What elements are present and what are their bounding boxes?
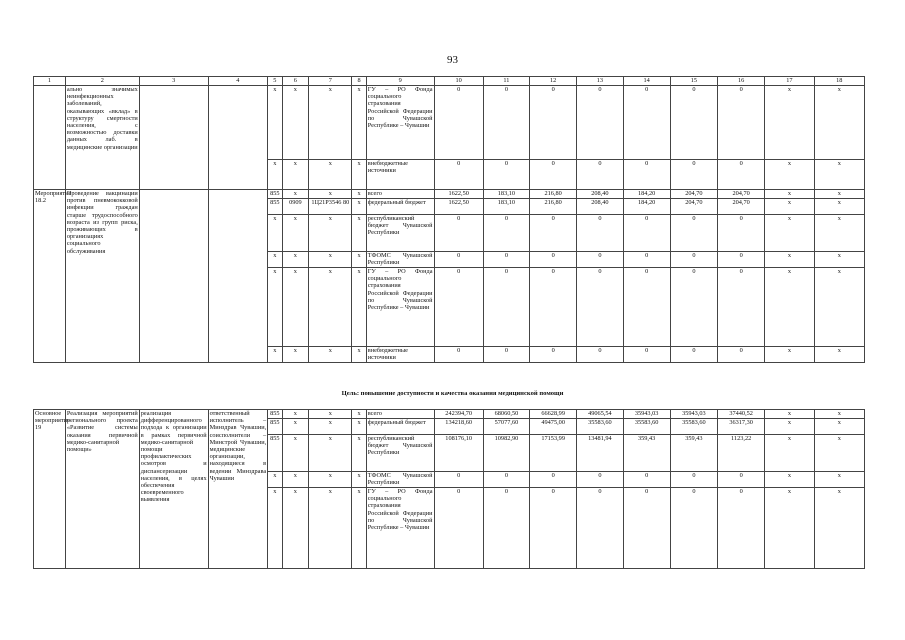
value-cell: 0 (434, 160, 483, 190)
value-cell: 0 (530, 472, 577, 488)
value-cell: 0 (530, 252, 577, 268)
value-cell: 0 (530, 268, 577, 347)
table-cell: x (282, 215, 309, 252)
value-cell: 35583,60 (670, 419, 717, 435)
value-cell: 359,43 (623, 435, 670, 472)
value-cell: x (765, 472, 814, 488)
value-cell: 0 (577, 268, 623, 347)
value-cell: 0 (577, 252, 623, 268)
value-cell: 0 (623, 472, 670, 488)
value-cell: 10982,90 (483, 435, 529, 472)
value-cell: 0 (483, 268, 529, 347)
header-cell: 14 (623, 77, 670, 86)
table-cell: x (309, 215, 352, 252)
value-cell: x (765, 252, 814, 268)
header-cell: 9 (366, 77, 434, 86)
value-cell: x (814, 472, 864, 488)
value-cell: x (765, 215, 814, 252)
table-cell: x (352, 86, 366, 160)
table-cell: x (282, 268, 309, 347)
table-cell: x (352, 190, 366, 199)
value-cell: 0 (670, 252, 717, 268)
funding-source-cell: республиканский бюджет Чувашской Республики (366, 215, 434, 252)
value-cell: x (814, 488, 864, 569)
table-cell: x (268, 86, 282, 160)
value-cell: 216,80 (530, 190, 577, 199)
table-cell: x (268, 215, 282, 252)
header-cell: 4 (208, 77, 268, 86)
value-cell: x (814, 160, 864, 190)
table-cell: x (268, 160, 282, 190)
value-cell: x (765, 347, 814, 363)
header-cell: 5 (268, 77, 282, 86)
table-cell (139, 86, 208, 190)
value-cell: x (814, 419, 864, 435)
value-cell: 0 (670, 268, 717, 347)
table-cell (139, 190, 208, 363)
table-cell: x (282, 160, 309, 190)
table-cell: x (309, 410, 352, 419)
table-cell: x (352, 268, 366, 347)
value-cell: 0 (434, 86, 483, 160)
table-cell: 855 (268, 190, 282, 199)
value-cell: 216,80 (530, 199, 577, 215)
expected-result: реализация дифференцированного подхода к организации в рамках первичной медико-санитарной помощи профилактических осмотров и диспансеризации населения, в целях обеспечения своевременного выявления (139, 410, 208, 569)
value-cell: 184,20 (623, 199, 670, 215)
table-cell: x (352, 252, 366, 268)
funding-source-cell: федеральный бюджет (366, 199, 434, 215)
value-cell: 0 (670, 488, 717, 569)
value-cell: x (814, 86, 864, 160)
value-cell: x (765, 199, 814, 215)
table-cell: x (268, 488, 282, 569)
value-cell: 0 (718, 268, 765, 347)
value-cell: 0 (670, 86, 717, 160)
header-cell: 7 (309, 77, 352, 86)
table-cell (208, 86, 268, 190)
page-number: 93 (447, 54, 458, 66)
value-cell: 0 (718, 215, 765, 252)
value-cell: 0 (434, 347, 483, 363)
funding-source-cell: ТФОМС Чувашской Республики (367, 472, 433, 487)
table-cell: 0909 (282, 199, 309, 215)
responsible-executor: ответственный исполнитель – Минздрав Чувашии, соисполнители – Минстрой Чувашии, медицинские организации, находящиеся в ведении Минздрава Чувашии (208, 410, 268, 569)
header-row (34, 77, 865, 86)
header-cell: 8 (352, 77, 366, 86)
value-cell: 0 (577, 86, 623, 160)
value-cell: 0 (718, 160, 765, 190)
funding-source-cell: федеральный бюджет (366, 419, 434, 435)
value-cell: 0 (434, 472, 483, 488)
value-cell: 0 (483, 86, 529, 160)
table-cell: x (309, 435, 352, 472)
value-cell: 0 (623, 252, 670, 268)
value-cell: 0 (623, 488, 670, 569)
value-cell: 0 (577, 347, 623, 363)
value-cell: x (814, 410, 864, 419)
table-cell: x (268, 472, 282, 488)
budget-table-bottom (33, 409, 865, 569)
table-cell: x (282, 435, 309, 472)
table-cell: 855 (268, 435, 282, 472)
value-cell: 0 (670, 215, 717, 252)
measure-number: Мероприятие 18.2 (34, 190, 66, 363)
funding-source-cell: внебюджетные источники (366, 347, 434, 363)
header-cell: 16 (718, 77, 765, 86)
table-cell: x (352, 199, 366, 215)
value-cell: 204,70 (670, 199, 717, 215)
value-cell: 134218,60 (434, 419, 483, 435)
funding-source-cell: ГУ – РО Фонда социального страхования Российской Федерации по Чувашской Республике – Чувашии (366, 86, 434, 160)
table-cell: x (309, 252, 352, 268)
value-cell: 0 (623, 268, 670, 347)
value-cell: 0 (530, 160, 577, 190)
value-cell: 0 (577, 472, 623, 488)
value-cell: 0 (483, 472, 529, 488)
value-cell: 37440,52 (718, 410, 765, 419)
value-cell: x (814, 268, 864, 347)
value-cell: 0 (483, 347, 529, 363)
value-cell: 0 (530, 86, 577, 160)
value-cell: 0 (434, 215, 483, 252)
table-cell: x (268, 347, 282, 363)
table-cell: x (268, 268, 282, 347)
header-cell: 6 (282, 77, 309, 86)
value-cell: 0 (530, 347, 577, 363)
value-cell: 0 (483, 252, 529, 268)
table-cell: x (352, 410, 366, 419)
value-cell: 0 (483, 488, 529, 569)
value-cell: x (814, 199, 864, 215)
table-cell: x (282, 252, 309, 268)
header-cell: 3 (139, 77, 208, 86)
value-cell: x (765, 419, 814, 435)
funding-source-cell: ГУ – РО Фонда социального страхования Российской Федерации по Чувашской Республике – Чувашии (366, 488, 434, 569)
value-cell: 0 (483, 215, 529, 252)
value-cell: x (814, 252, 864, 268)
table-row (34, 86, 865, 160)
funding-source-cell: ТФОМС Чувашской Республики (367, 252, 433, 267)
header-cell: 1 (34, 77, 66, 86)
value-cell: 0 (718, 86, 765, 160)
header-cell: 11 (483, 77, 529, 86)
header-cell: 13 (577, 77, 623, 86)
value-cell: 0 (718, 488, 765, 569)
table-cell: x (352, 472, 366, 488)
value-cell: 0 (623, 86, 670, 160)
table-cell (34, 86, 66, 190)
header-cell: 15 (670, 77, 717, 86)
value-cell: 1622,50 (434, 190, 483, 199)
table-cell: x (352, 215, 366, 252)
value-cell: 57077,60 (483, 419, 529, 435)
value-cell: x (814, 215, 864, 252)
value-cell: 0 (577, 488, 623, 569)
table-cell: x (309, 86, 352, 160)
value-cell: 66628,99 (530, 410, 577, 419)
table-cell: x (268, 252, 282, 268)
funding-source-cell: всего (366, 190, 434, 199)
table-cell: x (352, 488, 366, 569)
table-cell: 1Ц21Р3546 80 (309, 199, 352, 215)
value-cell: 204,70 (718, 190, 765, 199)
table-cell: x (352, 435, 366, 472)
value-cell: 0 (577, 160, 623, 190)
table-row (34, 410, 865, 419)
value-cell: 36317,30 (718, 419, 765, 435)
value-cell: 35943,03 (623, 410, 670, 419)
value-cell: 183,10 (483, 190, 529, 199)
header-cell: 18 (814, 77, 864, 86)
value-cell: 0 (670, 347, 717, 363)
value-cell: 0 (718, 347, 765, 363)
table-cell: 855 (268, 419, 282, 435)
table-cell: x (282, 472, 309, 488)
table-cell: x (309, 160, 352, 190)
value-cell: 184,20 (623, 190, 670, 199)
value-cell: 0 (434, 252, 483, 268)
value-cell: 0 (483, 160, 529, 190)
value-cell: x (814, 435, 864, 472)
value-cell: x (814, 347, 864, 363)
header-cell: 17 (765, 77, 814, 86)
value-cell: 49475,00 (530, 419, 577, 435)
table-cell: x (282, 86, 309, 160)
table-cell: x (309, 190, 352, 199)
table-cell: x (282, 419, 309, 435)
value-cell: 208,40 (577, 190, 623, 199)
table-row (34, 190, 865, 199)
value-cell: 0 (718, 252, 765, 268)
funding-source-cell: всего (366, 410, 434, 419)
table-cell: x (282, 488, 309, 569)
value-cell: 0 (670, 160, 717, 190)
funding-source-cell: ГУ – РО Фонда социального страхования Российской Федерации по Чувашской Республике – Чувашии (366, 268, 434, 347)
value-cell: 0 (434, 488, 483, 569)
value-cell: x (765, 160, 814, 190)
table-cell: x (352, 419, 366, 435)
value-cell: 0 (623, 347, 670, 363)
value-cell: 0 (623, 215, 670, 252)
header-cell: 12 (530, 77, 577, 86)
value-cell: 0 (530, 488, 577, 569)
value-cell: 108176,10 (434, 435, 483, 472)
table-cell: x (309, 419, 352, 435)
funding-source-cell: внебюджетные источники (366, 160, 434, 190)
value-cell: 242394,70 (434, 410, 483, 419)
header-cell: 10 (434, 77, 483, 86)
value-cell: 0 (577, 215, 623, 252)
value-cell: 0 (530, 215, 577, 252)
table-cell: 855 (268, 410, 282, 419)
value-cell: x (765, 268, 814, 347)
value-cell: x (765, 410, 814, 419)
value-cell: 35583,60 (577, 419, 623, 435)
value-cell: 359,43 (670, 435, 717, 472)
value-cell: 35583,60 (623, 419, 670, 435)
measure-description: Проведение вакцинации против пневмококковой инфекции граждан старше трудоспособного возраста из групп риска, проживающих в организациях социального обслуживания (65, 190, 139, 363)
value-cell: x (765, 190, 814, 199)
measure-number: Основное мероприятие 19 (34, 410, 66, 569)
header-cell: 2 (65, 77, 139, 86)
value-cell: 1622,50 (434, 199, 483, 215)
value-cell: x (765, 488, 814, 569)
table-cell: x (309, 268, 352, 347)
table-cell: 855 (268, 199, 282, 215)
value-cell: 1123,22 (718, 435, 765, 472)
value-cell: 13481,94 (577, 435, 623, 472)
value-cell: 0 (670, 472, 717, 488)
table-cell: x (352, 347, 366, 363)
table-cell (208, 190, 268, 363)
value-cell: 208,40 (577, 199, 623, 215)
table-cell: x (282, 410, 309, 419)
table-cell: x (309, 488, 352, 569)
value-cell: 49065,54 (577, 410, 623, 419)
table-cell: x (309, 472, 352, 488)
budget-table-top (33, 76, 865, 363)
value-cell: 183,10 (483, 199, 529, 215)
table-cell: x (282, 347, 309, 363)
table-cell: x (309, 347, 352, 363)
value-cell: 0 (718, 472, 765, 488)
value-cell: x (814, 190, 864, 199)
goal-heading: Цель: повышение доступности и качества оказания медицинской помощи (341, 390, 564, 397)
value-cell: x (765, 86, 814, 160)
value-cell: 204,70 (670, 190, 717, 199)
value-cell: 0 (623, 160, 670, 190)
table-cell: x (352, 160, 366, 190)
funding-source-cell: республиканский бюджет Чувашской Республики (366, 435, 434, 472)
value-cell: 35943,03 (670, 410, 717, 419)
measure-description: ально значимых неинфекционных заболеваний, оказывающих «вклад» в структуру смертности населения, с возможностью доставки данных лаб. в медицинские организации (65, 86, 139, 190)
value-cell: 68060,50 (483, 410, 529, 419)
value-cell: 17153,99 (530, 435, 577, 472)
measure-description: Реализация мероприятий регионального проекта «Развитие системы оказания первичной медико-санитарной помощи» (65, 410, 139, 569)
value-cell: 0 (434, 268, 483, 347)
table-cell: x (282, 190, 309, 199)
value-cell: x (765, 435, 814, 472)
value-cell: 204,70 (718, 199, 765, 215)
